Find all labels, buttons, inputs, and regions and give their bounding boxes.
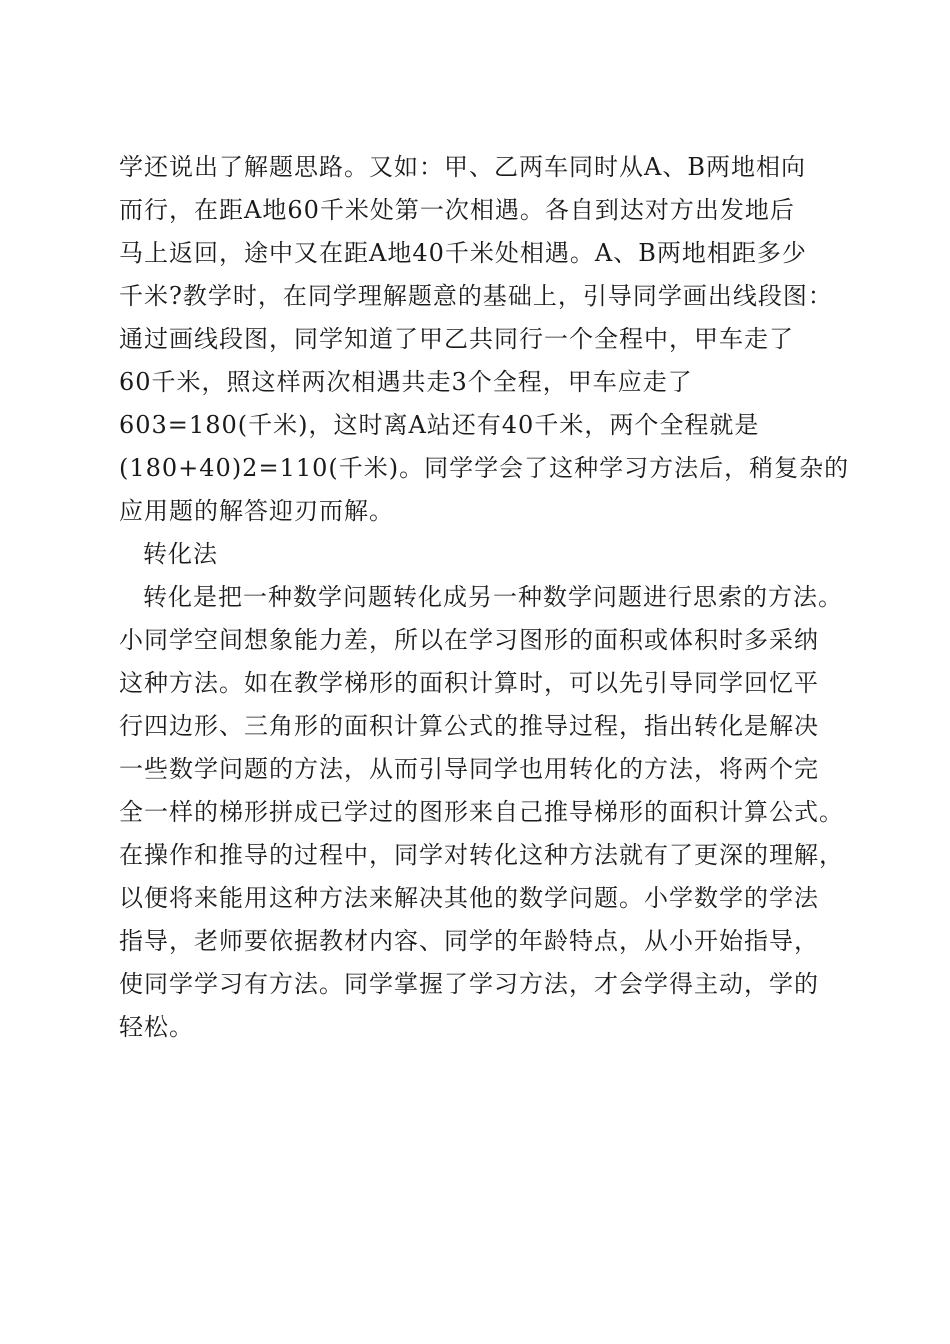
text-line: 使同学学习有方法。同学掌握了学习方法，才会学得主动，学的 bbox=[119, 970, 819, 998]
text-line: 轻松。 bbox=[119, 1013, 194, 1041]
text-line: 小同学空间想象能力差，所以在学习图形的面积或体积时多采纳 bbox=[119, 626, 819, 654]
text-line: 在操作和推导的过程中，同学对转化这种方法就有了更深的理解， bbox=[119, 841, 844, 869]
text-line: 通过画线段图，同学知道了甲乙共同行一个全程中，甲车走了 bbox=[119, 325, 794, 353]
body-text bbox=[119, 146, 879, 1049]
text-line: 指导，老师要依据教材内容、同学的年龄特点，从小开始指导， bbox=[119, 927, 819, 955]
text-line: 全一样的梯形拼成已学过的图形来自己推导梯形的面积计算公式。 bbox=[119, 798, 844, 826]
text-line: 千米?教学时，在同学理解题意的基础上，引导同学画出线段图： bbox=[119, 282, 833, 310]
text-line: 这种方法。如在教学梯形的面积计算时，可以先引导同学回忆平 bbox=[119, 669, 819, 697]
text-line: (180+40)2=110(千米)。同学学会了这种学习方法后，稍复杂的 bbox=[119, 454, 850, 482]
section-heading: 转化法 bbox=[143, 540, 218, 568]
text-line: 而行，在距A地60千米处第一次相遇。各自到达对方出发地后 bbox=[119, 196, 795, 224]
text-line: 603=180(千米)，这时离A站还有40千米，两个全程就是 bbox=[119, 411, 760, 439]
text-line: 一些数学问题的方法，从而引导同学也用转化的方法，将两个完 bbox=[119, 755, 819, 783]
text-line: 学还说出了解题思路。又如：甲、乙两车同时从A、B两地相向 bbox=[119, 153, 806, 181]
text-line: 60千米，照这样两次相遇共走3个全程，甲车应走了 bbox=[119, 368, 693, 396]
text-line: 以便将来能用这种方法来解决其他的数学问题。小学数学的学法 bbox=[119, 884, 819, 912]
text-line: 行四边形、三角形的面积计算公式的推导过程，指出转化是解决 bbox=[119, 712, 819, 740]
text-line: 应用题的解答迎刃而解。 bbox=[119, 497, 394, 525]
text-line: 马上返回，途中又在距A地40千米处相遇。A、B两地相距多少 bbox=[119, 239, 807, 267]
text-line: 转化是把一种数学问题转化成另一种数学问题进行思索的方法。 bbox=[143, 583, 843, 611]
